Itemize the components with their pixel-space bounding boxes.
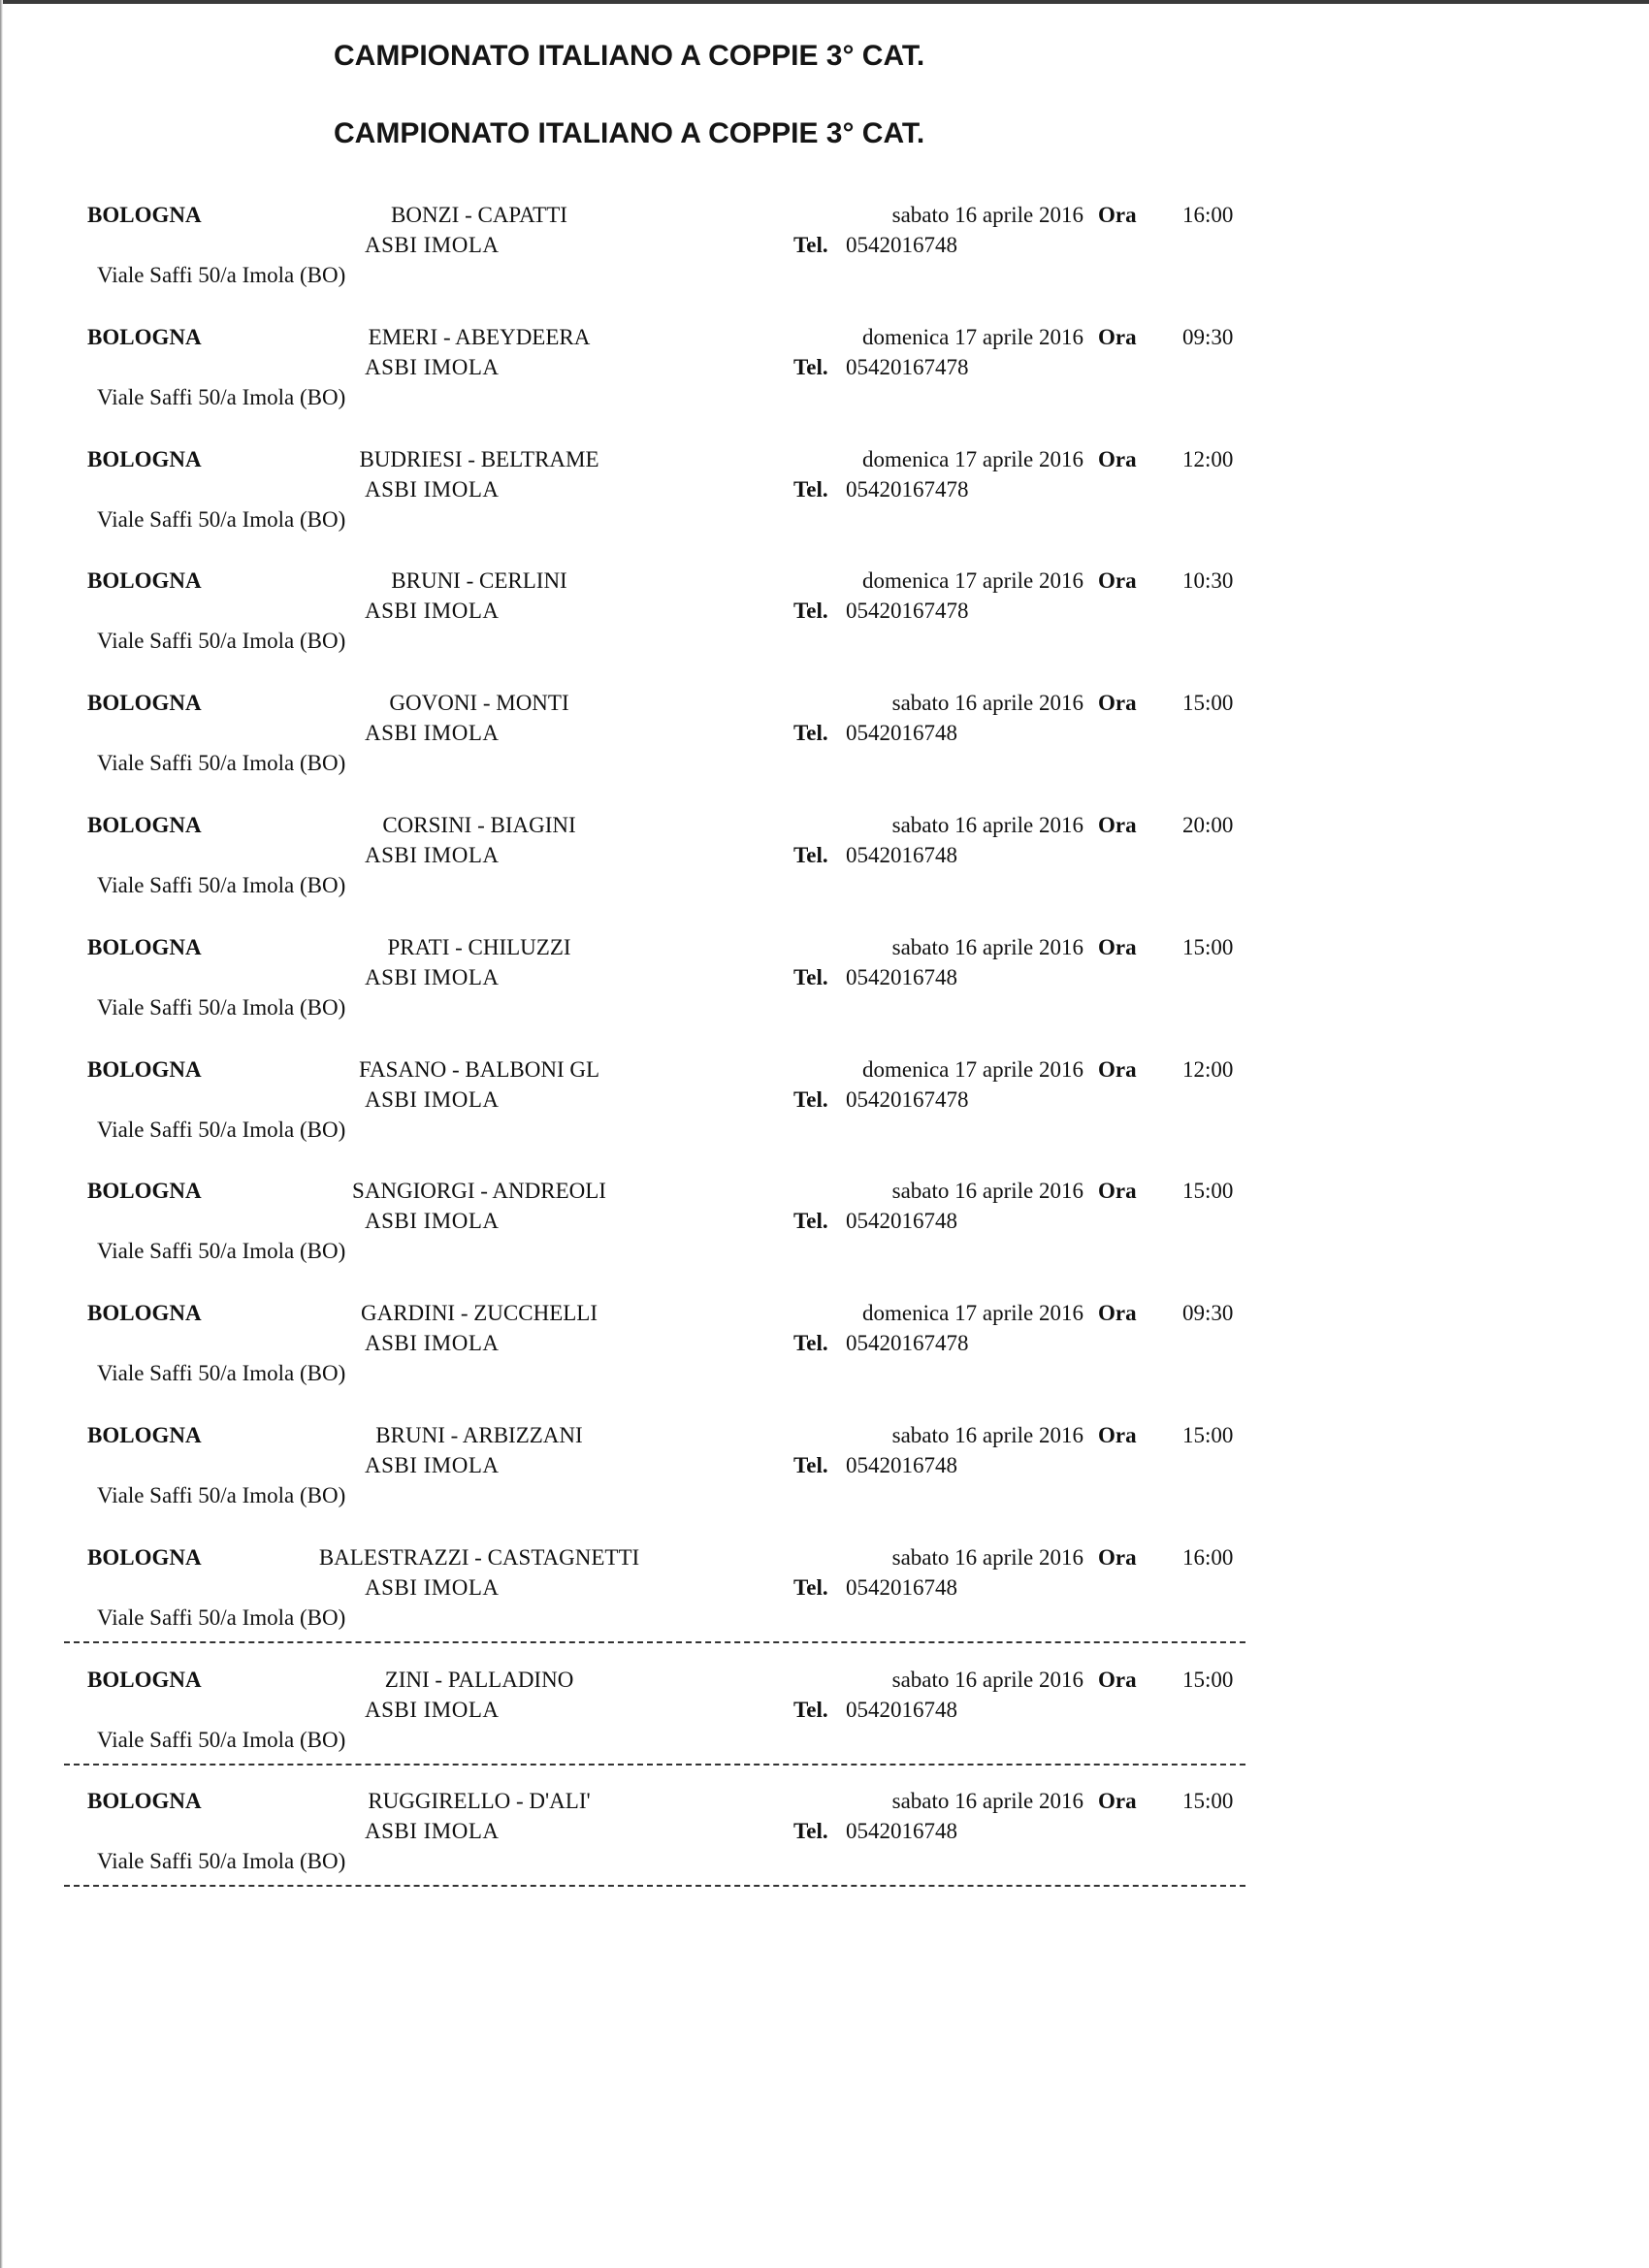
city-name: BOLOGNA — [87, 1423, 202, 1447]
venue-address: Viale Saffi 50/a Imola (BO) — [97, 385, 346, 409]
city-name: BOLOGNA — [87, 813, 202, 837]
ora-label: Ora — [1098, 813, 1137, 837]
match-entry — [0, 1546, 1261, 1653]
match-date: sabato 16 aprile 2016 — [891, 813, 1083, 837]
match-entry — [0, 1180, 1261, 1286]
match-date: domenica 17 aprile 2016 — [861, 568, 1083, 593]
match-date: domenica 17 aprile 2016 — [861, 1301, 1083, 1325]
venue-address: Viale Saffi 50/a Imola (BO) — [97, 1728, 346, 1752]
venue-address: Viale Saffi 50/a Imola (BO) — [97, 1239, 346, 1263]
match-time: 15:00 — [1182, 1423, 1234, 1447]
ora-label: Ora — [1098, 1668, 1137, 1692]
match-entry — [0, 326, 1261, 433]
page-subtitle: CAMPIONATO ITALIANO A COPPIE 3° CAT. — [334, 117, 925, 149]
team-pair: CORSINI - BIAGINI — [382, 813, 576, 837]
match-time: 10:30 — [1182, 568, 1234, 593]
city-name: BOLOGNA — [87, 1668, 202, 1692]
tel-number: 05420167478 — [846, 355, 969, 379]
ora-label: Ora — [1098, 1057, 1137, 1082]
club-name: ASBI IMOLA — [365, 1453, 500, 1477]
venue-address: Viale Saffi 50/a Imola (BO) — [97, 995, 346, 1020]
match-entry — [0, 448, 1261, 555]
city-name: BOLOGNA — [87, 1545, 202, 1570]
city-name: BOLOGNA — [87, 447, 202, 471]
team-pair: FASANO - BALBONI GL — [358, 1057, 600, 1082]
tel-number: 0542016748 — [846, 965, 957, 989]
club-name: ASBI IMOLA — [365, 721, 500, 745]
city-name: BOLOGNA — [87, 325, 202, 349]
tel-label: Tel. — [793, 355, 828, 379]
venue-address: Viale Saffi 50/a Imola (BO) — [97, 1849, 346, 1873]
match-time: 12:00 — [1182, 1057, 1234, 1082]
match-entry — [0, 1790, 1261, 1896]
venue-address: Viale Saffi 50/a Imola (BO) — [97, 629, 346, 653]
match-time: 15:00 — [1182, 935, 1234, 959]
venue-address: Viale Saffi 50/a Imola (BO) — [97, 507, 346, 532]
club-name: ASBI IMOLA — [365, 477, 500, 502]
tel-label: Tel. — [793, 599, 828, 623]
match-time: 09:30 — [1182, 325, 1234, 349]
scan-top-border — [0, 0, 1649, 4]
page-title: CAMPIONATO ITALIANO A COPPIE 3° CAT. — [334, 40, 925, 72]
tel-number: 05420167478 — [846, 599, 969, 623]
ora-label: Ora — [1098, 447, 1137, 471]
tel-number: 0542016748 — [846, 721, 957, 745]
match-entry — [0, 1669, 1261, 1775]
match-entry — [0, 814, 1261, 921]
club-name: ASBI IMOLA — [365, 1819, 500, 1843]
city-name: BOLOGNA — [87, 1301, 202, 1325]
match-time: 15:00 — [1182, 1789, 1234, 1813]
match-date: sabato 16 aprile 2016 — [891, 203, 1083, 227]
city-name: BOLOGNA — [87, 1057, 202, 1082]
ora-label: Ora — [1098, 1301, 1137, 1325]
tel-label: Tel. — [793, 965, 828, 989]
team-pair: BUDRIESI - BELTRAME — [359, 447, 599, 471]
match-entry — [0, 692, 1261, 798]
match-entry — [0, 936, 1261, 1043]
city-name: BOLOGNA — [87, 203, 202, 227]
club-name: ASBI IMOLA — [365, 233, 500, 257]
match-date: domenica 17 aprile 2016 — [861, 1057, 1083, 1082]
tel-label: Tel. — [793, 1209, 828, 1233]
club-name: ASBI IMOLA — [365, 1575, 500, 1600]
tel-label: Tel. — [793, 1819, 828, 1843]
match-entry — [0, 204, 1261, 310]
venue-address: Viale Saffi 50/a Imola (BO) — [97, 1118, 346, 1142]
team-pair: SANGIORGI - ANDREOLI — [352, 1179, 606, 1203]
match-date: sabato 16 aprile 2016 — [891, 691, 1083, 715]
ora-label: Ora — [1098, 1545, 1137, 1570]
tel-number: 05420167478 — [846, 477, 969, 502]
team-pair: GARDINI - ZUCCHELLI — [360, 1301, 598, 1325]
tel-label: Tel. — [793, 1698, 828, 1722]
match-date: sabato 16 aprile 2016 — [891, 1179, 1083, 1203]
tel-number: 0542016748 — [846, 1209, 957, 1233]
team-pair: BONZI - CAPATTI — [391, 203, 567, 227]
tel-label: Tel. — [793, 721, 828, 745]
match-date: sabato 16 aprile 2016 — [891, 1423, 1083, 1447]
tel-label: Tel. — [793, 1331, 828, 1355]
venue-address: Viale Saffi 50/a Imola (BO) — [97, 1361, 346, 1385]
team-pair: GOVONI - MONTI — [389, 691, 569, 715]
tel-number: 0542016748 — [846, 233, 957, 257]
match-time: 20:00 — [1182, 813, 1234, 837]
ora-label: Ora — [1098, 1789, 1137, 1813]
tel-label: Tel. — [793, 477, 828, 502]
team-pair: PRATI - CHILUZZI — [387, 935, 571, 959]
match-date: sabato 16 aprile 2016 — [891, 1545, 1083, 1570]
venue-address: Viale Saffi 50/a Imola (BO) — [97, 1483, 346, 1507]
city-name: BOLOGNA — [87, 1179, 202, 1203]
ora-label: Ora — [1098, 1179, 1137, 1203]
match-date: sabato 16 aprile 2016 — [891, 935, 1083, 959]
match-date: sabato 16 aprile 2016 — [891, 1668, 1083, 1692]
venue-address: Viale Saffi 50/a Imola (BO) — [97, 263, 346, 287]
tel-label: Tel. — [793, 1575, 828, 1600]
team-pair: BRUNI - ARBIZZANI — [375, 1423, 583, 1447]
dashed-separator — [64, 1641, 1245, 1643]
club-name: ASBI IMOLA — [365, 1331, 500, 1355]
match-time: 09:30 — [1182, 1301, 1234, 1325]
match-time: 16:00 — [1182, 203, 1234, 227]
city-name: BOLOGNA — [87, 1789, 202, 1813]
match-date: domenica 17 aprile 2016 — [861, 447, 1083, 471]
club-name: ASBI IMOLA — [365, 1087, 500, 1112]
tel-number: 0542016748 — [846, 843, 957, 867]
club-name: ASBI IMOLA — [365, 355, 500, 379]
match-time: 16:00 — [1182, 1545, 1234, 1570]
venue-address: Viale Saffi 50/a Imola (BO) — [97, 1605, 346, 1630]
club-name: ASBI IMOLA — [365, 1209, 500, 1233]
ora-label: Ora — [1098, 1423, 1137, 1447]
tel-number: 05420167478 — [846, 1331, 969, 1355]
match-time: 12:00 — [1182, 447, 1234, 471]
team-pair: EMERI - ABEYDEERA — [368, 325, 591, 349]
ora-label: Ora — [1098, 203, 1137, 227]
match-entry — [0, 1302, 1261, 1409]
club-name: ASBI IMOLA — [365, 599, 500, 623]
tel-number: 0542016748 — [846, 1575, 957, 1600]
tel-label: Tel. — [793, 1087, 828, 1112]
tel-label: Tel. — [793, 843, 828, 867]
team-pair: BALESTRAZZI - CASTAGNETTI — [318, 1545, 640, 1570]
team-pair: RUGGIRELLO - D'ALI' — [368, 1789, 591, 1813]
match-date: domenica 17 aprile 2016 — [861, 325, 1083, 349]
dashed-separator — [64, 1764, 1245, 1766]
city-name: BOLOGNA — [87, 691, 202, 715]
venue-address: Viale Saffi 50/a Imola (BO) — [97, 751, 346, 775]
venue-address: Viale Saffi 50/a Imola (BO) — [97, 873, 346, 897]
match-date: sabato 16 aprile 2016 — [891, 1789, 1083, 1813]
city-name: BOLOGNA — [87, 568, 202, 593]
tel-number: 0542016748 — [846, 1453, 957, 1477]
ora-label: Ora — [1098, 935, 1137, 959]
team-pair: BRUNI - CERLINI — [391, 568, 567, 593]
tel-label: Tel. — [793, 1453, 828, 1477]
match-time: 15:00 — [1182, 1179, 1234, 1203]
tel-number: 0542016748 — [846, 1819, 957, 1843]
match-entry — [0, 1424, 1261, 1531]
match-time: 15:00 — [1182, 691, 1234, 715]
match-time: 15:00 — [1182, 1668, 1234, 1692]
tel-number: 05420167478 — [846, 1087, 969, 1112]
team-pair: ZINI - PALLADINO — [384, 1668, 574, 1692]
dashed-separator — [64, 1885, 1245, 1887]
ora-label: Ora — [1098, 325, 1137, 349]
match-entry — [0, 1058, 1261, 1165]
match-entry — [0, 569, 1261, 676]
tel-number: 0542016748 — [846, 1698, 957, 1722]
club-name: ASBI IMOLA — [365, 843, 500, 867]
ora-label: Ora — [1098, 568, 1137, 593]
club-name: ASBI IMOLA — [365, 965, 500, 989]
city-name: BOLOGNA — [87, 935, 202, 959]
ora-label: Ora — [1098, 691, 1137, 715]
tel-label: Tel. — [793, 233, 828, 257]
club-name: ASBI IMOLA — [365, 1698, 500, 1722]
